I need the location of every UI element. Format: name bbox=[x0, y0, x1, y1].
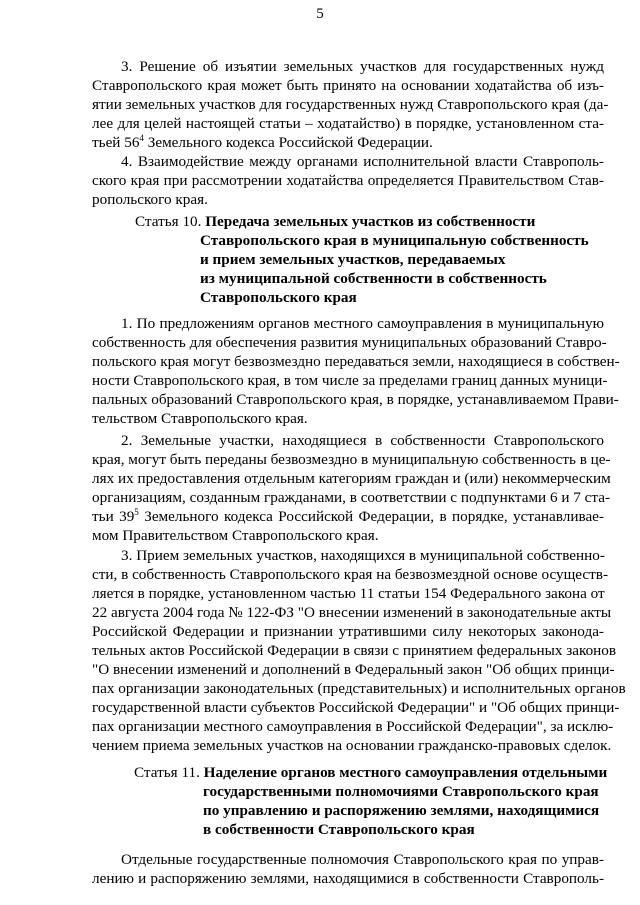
page-number: 5 bbox=[316, 6, 324, 22]
text-run: Земельного кодекса Российской Федерации, в порядке, устанавливае- bbox=[138, 508, 604, 525]
text-line: чением приема земельных участков на основании гражданско-правовых сделок. bbox=[92, 737, 612, 754]
superscript: 4 bbox=[139, 132, 144, 143]
article-title-text: Передача земельных участков из собственности bbox=[205, 213, 536, 230]
text-line: сти, в собственность Ставропольского края на безвозмездной основе осуществ- bbox=[92, 566, 608, 583]
text-line: 4. Взаимодействие между органами исполнительной власти Ставрополь- bbox=[121, 153, 604, 170]
text-line: мом Правительством Ставропольского края. bbox=[92, 527, 379, 544]
text-line: польского края могут безвозмездно передаваться земли, находящиеся в собствен- bbox=[92, 353, 620, 370]
superscript: 5 bbox=[134, 506, 139, 517]
text-line: организациям, созданным гражданами, в соответствии с подпунктами 6 и 7 ста- bbox=[92, 489, 611, 506]
text-line: "О внесении изменений и дополнений в Федеральный закон "Об общих принци- bbox=[92, 661, 615, 678]
heading-line: Ставропольского края в муниципальную собственность bbox=[200, 232, 589, 249]
text-line: пах организации местного самоуправления в Российской Федерации", за исклю- bbox=[92, 718, 614, 735]
article-label: Статья 10. bbox=[135, 213, 202, 230]
article-title-text: Наделение органов местного самоуправления отдельными bbox=[203, 764, 608, 781]
article-label: Статья 11. bbox=[134, 764, 200, 781]
text-line: 1. По предложениям органов местного самоуправления в муниципальную bbox=[121, 315, 604, 332]
text-line: Ставропольского края может быть принято на основании ходатайства об изъ- bbox=[92, 77, 604, 94]
text-line: лению и распоряжению землями, находящимися в собственности Ставрополь- bbox=[92, 870, 604, 887]
text-line: лее для целей настоящей статьи – ходатайство) в порядке, установленном ста- bbox=[92, 115, 604, 132]
heading-line bbox=[135, 212, 535, 231]
text-line: пах организации законодательных (представительных) и исполнительных органов bbox=[92, 680, 626, 697]
text-line: ляется в порядке, установленном частью 11 статьи 154 Федерального закона от bbox=[92, 585, 605, 602]
heading-line: по управлению и распоряжению землями, находящимися bbox=[203, 802, 600, 819]
text-line: 22 августа 2004 года № 122-ФЗ "О внесении изменений в законодательные акты bbox=[92, 604, 612, 621]
text-line: государственной власти субъектов Российской Федерации" и "Об общих принци- bbox=[92, 699, 620, 716]
text-line bbox=[92, 133, 604, 152]
text-run: тьи 39 bbox=[92, 508, 135, 525]
heading-line: из муниципальной собственности в собственность bbox=[200, 270, 547, 287]
text-line: Российской Федерации и признании утратившими силу некоторых законода- bbox=[92, 623, 604, 640]
heading-line: и прием земельных участков, передаваемых bbox=[200, 251, 506, 268]
heading-line: в собственности Ставропольского края bbox=[203, 821, 475, 838]
heading-line bbox=[134, 763, 607, 782]
text-line: тельством Ставропольского края. bbox=[92, 410, 308, 427]
text-line: ятии земельных участков для государственных нужд Ставропольского края (да- bbox=[92, 96, 609, 113]
text-line: 3. Прием земельных участков, находящихся в муниципальной собственно- bbox=[121, 547, 605, 564]
text-line: 3. Решение об изъятии земельных участков для государственных нужд bbox=[121, 58, 604, 75]
text-line bbox=[92, 507, 604, 526]
text-line: лях их предоставления отдельным категориям граждан и (или) некоммерческим bbox=[92, 470, 611, 487]
text-run: тьей 56 bbox=[92, 134, 140, 151]
text-line: 2. Земельные участки, находящиеся в собственности Ставропольского bbox=[121, 432, 604, 449]
text-line: собственность для обеспечения развития муниципальных образований Ставро- bbox=[92, 334, 607, 351]
text-line: ности Ставропольского края, в том числе за пределами границ данных муници- bbox=[92, 372, 608, 389]
text-line: тельных актов Российской Федерации в связи с принятием федеральных законов bbox=[92, 642, 617, 659]
text-run: Земельного кодекса Российской Федерации. bbox=[143, 134, 433, 151]
text-line: пальных образований Ставропольского края, в порядке, устанавливаемом Прави- bbox=[92, 391, 619, 408]
heading-line: Ставропольского края bbox=[200, 289, 357, 306]
heading-line: государственными полномочиями Ставропольского края bbox=[203, 783, 599, 800]
text-line: края, могут быть переданы безвозмездно в муниципальную собственность в це- bbox=[92, 451, 611, 468]
text-line: ропольского края. bbox=[92, 191, 208, 208]
text-line: Отдельные государственные полномочия Ставропольского края по управ- bbox=[121, 851, 604, 868]
text-line: ского края при рассмотрении ходатайства определяется Правительством Став- bbox=[92, 172, 604, 189]
